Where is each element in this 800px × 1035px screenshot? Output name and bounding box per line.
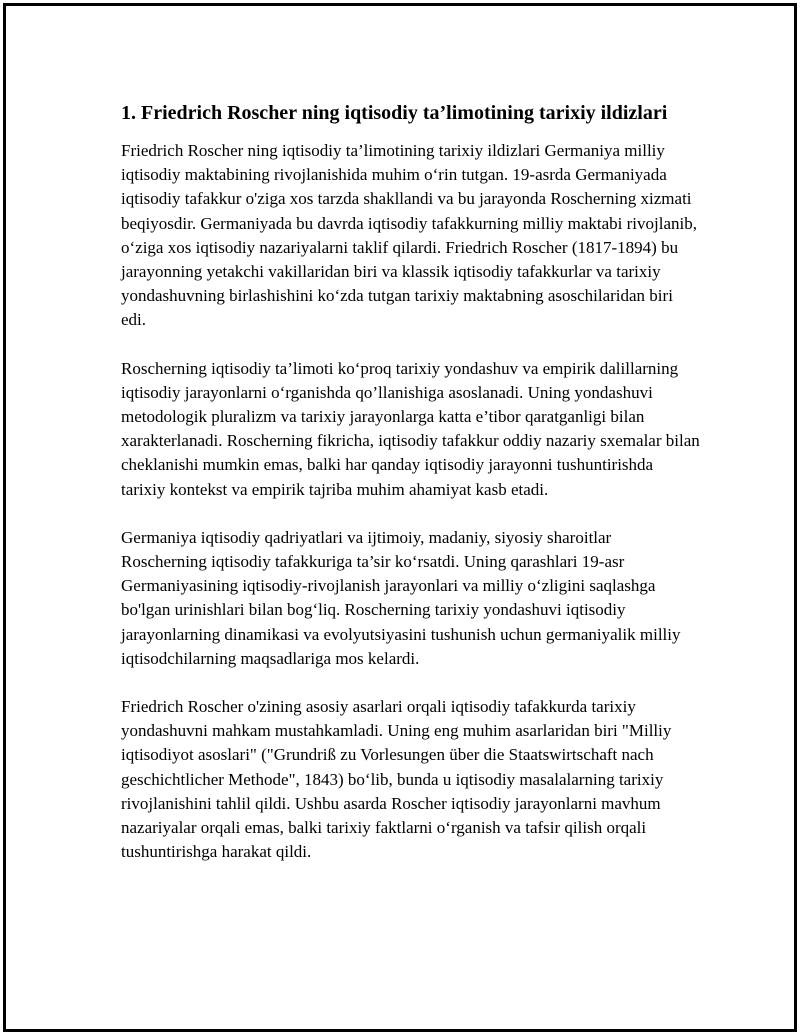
paragraph-4: Friedrich Roscher o'zining asosiy asarlari orqali iqtisodiy tafakkurda tarixiy yondashuvni mahkam mustahkamladi. Uning eng muhim asarlaridan biri "Milliy iqtisodiyot asoslari" ("Grundriß zu Vorlesungen über die Staatswirtschaft nach geschichtlicher Methode", 1843) bo‘lib, bunda u iqtisodiy masalalarning tarixiy rivojlanishini tahlil qildi. Ushbu asarda Roscher iqtisodiy jarayonlarni mavhum nazariyalar orqali emas, balki tarixiy faktlarni o‘rganish va tafsir qilish orqali tushuntirishga harakat qildi. <box>121 697 672 862</box>
page-frame <box>3 3 797 1032</box>
paragraph-2: Roscherning iqtisodiy ta’limoti ko‘proq tarixiy yondashuv va empirik dalillarning iqtisodiy jarayonlarni o‘rganishda qo’llanishiga asoslanadi. Uning yondashuvi metodologik pluralizm va tarixiy jarayonlarga katta e’tibor qaratganligi bilan xarakterlanadi. Roscherning fikricha, iqtisodiy tafakkur oddiy nazariy sxemalar bilan cheklanishi mumkin emas, balki har qanday iqtisodiy jarayonni tushuntirishda tarixiy kontekst va empirik tajriba muhim ahamiyat kasb etadi. <box>121 358 700 499</box>
document-body <box>121 99 701 888</box>
section-title: 1. Friedrich Roscher ning iqtisodiy ta’limotining tarixiy ildizlari <box>121 102 668 124</box>
paragraph-1: Friedrich Roscher ning iqtisodiy ta’limotining tarixiy ildizlari Germaniya milliy iqtisodiy maktabining rivojlanishida muhim o‘rin tutgan. 19-asrda Germaniyada iqtisodiy tafakkur o'ziga xos tarzda shakllandi va bu jarayonda Roscherning xizmati beqiyosdir. Germaniyada bu davrda iqtisodiy tafakkurning milliy maktabi rivojlanib, o‘ziga xos iqtisodiy nazariyalarni taklif qilardi. Friedrich Roscher (1817-1894) bu jarayonning yetakchi vakillaridan biri va klassik iqtisodiy tafakkurlar va tarixiy yondashuvning birlashishini ko‘zda tutgan tarixiy maktabning asoschilaridan biri edi. <box>121 141 697 330</box>
paragraph-3: Germaniya iqtisodiy qadriyatlari va ijtimoiy, madaniy, siyosiy sharoitlar Roscherning iqtisodiy tafakkuriga ta’sir ko‘rsatdi. Uning qarashlari 19-asr Germaniyasining iqtisodiy-rivojlanish jarayonlari va milliy o‘zligini saqlashga bo'lgan urinishlari bilan bog‘liq. Roscherning tarixiy yondashuvi iqtisodiy jarayonlarning dinamikasi va evolyutsiyasini tushunish uchun germaniyalik milliy iqtisodchilarning maqsadlariga mos kelardi. <box>121 527 681 668</box>
